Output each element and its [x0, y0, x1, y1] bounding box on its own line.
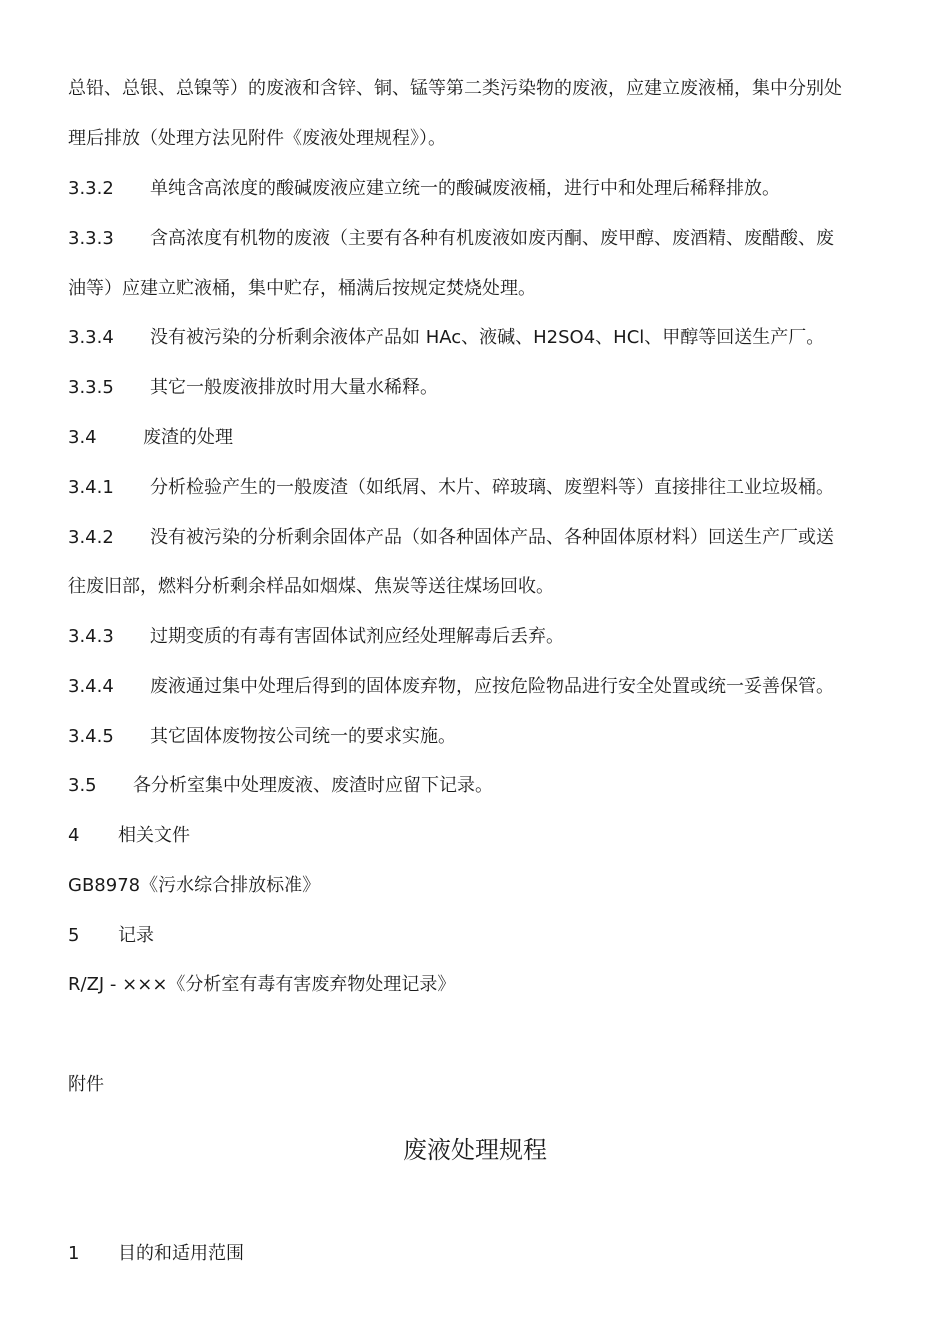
- clause-3-3-4: [68, 325, 824, 351]
- appendix-title: 废液处理规程: [403, 1136, 547, 1164]
- clause-3-4-3: [68, 624, 564, 650]
- section-number: 4: [68, 825, 80, 846]
- section-4-heading: [68, 823, 190, 849]
- paragraph-text: 总铅、总银、总镍等）的废液和含锌、铜、锰等第二类污染物的废液，应建立废液桶，集中分别处: [68, 78, 842, 99]
- section-number: 5: [68, 925, 80, 946]
- clause-text: 没有被污染的分析剩余液体产品如 HAc、液碱、H2SO4、HCl、甲醇等回送生产厂。: [150, 327, 825, 348]
- reference-text: R/ZJ - ×××《分析室有毒有害废弃物处理记录》: [68, 974, 456, 995]
- record-reference: [68, 972, 455, 998]
- clause-text: 其它一般废液排放时用大量水稀释。: [150, 377, 438, 398]
- appendix-label-text: 附件: [68, 1074, 104, 1095]
- section-title: 废渣的处理: [143, 427, 233, 448]
- section-title: 记录: [118, 925, 154, 946]
- section-number: 3.4: [68, 427, 97, 448]
- clause-text: 其它固体废物按公司统一的要求实施。: [150, 726, 456, 747]
- clause-text: 各分析室集中处理废液、废渣时应留下记录。: [133, 775, 493, 796]
- clause-text: 分析检验产生的一般废渣（如纸屑、木片、碎玻璃、废塑料等）直接排往工业垃圾桶。: [150, 477, 834, 498]
- clause-text: 没有被污染的分析剩余固体产品（如各种固体产品、各种固体原材料）回送生产厂或送: [150, 527, 834, 548]
- section-number: 1: [68, 1243, 80, 1264]
- clause-text: 过期变质的有毒有害固体试剂应经处理解毒后丢弃。: [150, 626, 564, 647]
- clause-3-5: [68, 773, 493, 799]
- reference-standard: [68, 873, 320, 899]
- clause-text: 废液通过集中处理后得到的固体废弃物，应按危险物品进行安全处置或统一妥善保管。: [150, 676, 834, 697]
- clause-3-4-2: [68, 525, 834, 551]
- paragraph-continuation: [68, 126, 446, 152]
- clause-3-4-2-continuation: [68, 574, 554, 600]
- section-title: 相关文件: [118, 825, 190, 846]
- clause-number: 3.3.5: [68, 377, 114, 398]
- clause-text: 含高浓度有机物的废液（主要有各种有机废液如废丙酮、废甲醇、废酒精、废醋酸、废: [150, 228, 834, 249]
- clause-number: 3.4.4: [68, 676, 114, 697]
- clause-3-4-5: [68, 724, 456, 750]
- clause-number: 3.4.3: [68, 626, 114, 647]
- clause-3-3-3: [68, 226, 834, 252]
- clause-text: 单纯含高浓度的酸碱废液应建立统一的酸碱废液桶，进行中和处理后稀释排放。: [150, 178, 780, 199]
- section-title: 目的和适用范围: [118, 1243, 244, 1264]
- clause-3-4-1: [68, 475, 834, 501]
- reference-text: GB8978《污水综合排放标准》: [68, 875, 321, 896]
- clause-text: 油等）应建立贮液桶，集中贮存，桶满后按规定焚烧处理。: [68, 278, 536, 299]
- clause-number: 3.4.5: [68, 726, 114, 747]
- paragraph-text: 理后排放（处理方法见附件《废液处理规程》）。: [68, 128, 446, 149]
- clause-number: 3.3.4: [68, 327, 114, 348]
- clause-3-3-5: [68, 375, 438, 401]
- clause-number: 3.4.1: [68, 477, 114, 498]
- section-3-4-heading: [68, 425, 233, 451]
- appendix-section-1-heading: [68, 1241, 244, 1267]
- section-5-heading: [68, 923, 154, 949]
- clause-number: 3.4.2: [68, 527, 114, 548]
- clause-3-4-4: [68, 674, 834, 700]
- clause-number: 3.3.2: [68, 178, 114, 199]
- clause-text: 往废旧部，燃料分析剩余样品如烟煤、焦炭等送往煤场回收。: [68, 576, 554, 597]
- clause-number: 3.3.3: [68, 228, 114, 249]
- clause-number: 3.5: [68, 775, 97, 796]
- paragraph-continuation: [68, 76, 842, 102]
- clause-3-3-3-continuation: [68, 276, 536, 302]
- appendix-label: [68, 1072, 104, 1098]
- clause-3-3-2: [68, 176, 780, 202]
